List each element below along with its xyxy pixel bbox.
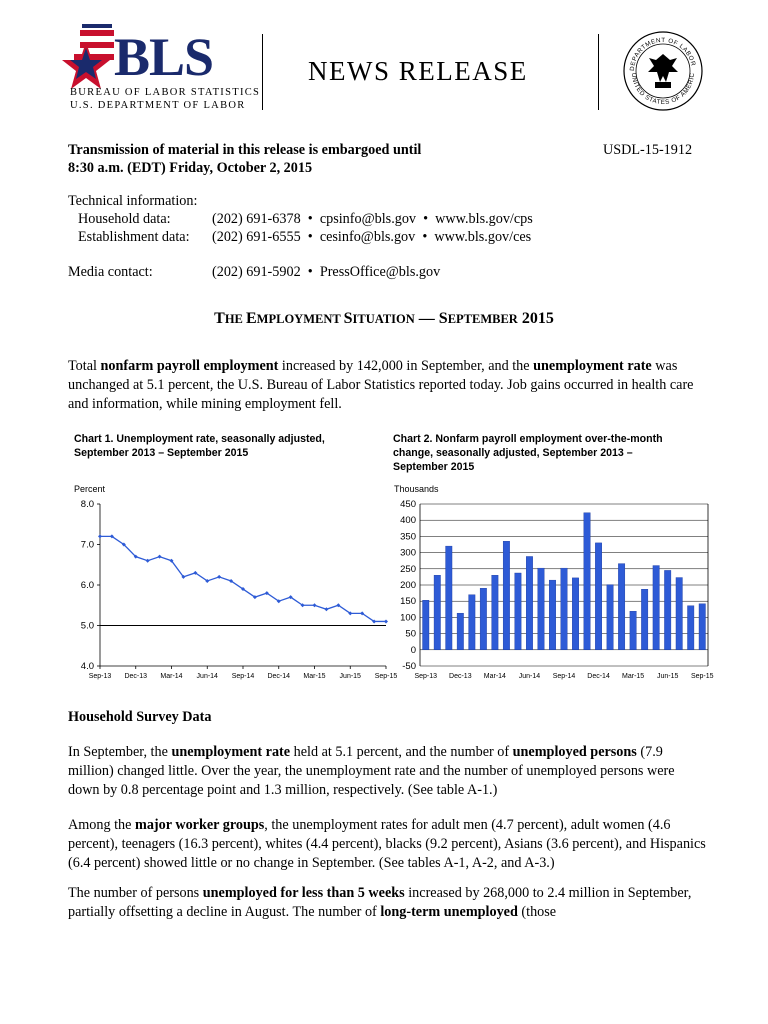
- intro-paragraph: [68, 357, 708, 414]
- chart-2-bar: [492, 575, 498, 650]
- chart-2-xtick-label: Dec-13: [449, 673, 472, 680]
- chart-2-xtick-label: Sep-15: [690, 673, 714, 680]
- chart-1-ytick-label: 7.0: [80, 539, 94, 551]
- chart-1-ytick-label: 5.0: [80, 620, 94, 632]
- headline-e: E: [246, 310, 257, 327]
- page-title: NEWS RELEASE: [308, 56, 528, 86]
- chart-1-ytick-label: 4.0: [80, 661, 94, 672]
- headline-mployment: MPLOYMENT: [256, 312, 344, 326]
- hh-p3-bold-b: unemployed for less than 5 weeks: [202, 885, 405, 901]
- hh-p2-text-a: Among the: [68, 817, 135, 833]
- chart-1-xtick-label: Mar-14: [160, 673, 183, 680]
- chart-2-bar: [480, 588, 486, 650]
- household-paragraph-1: [68, 743, 708, 800]
- chart-1-ytick-label: 8.0: [80, 499, 94, 510]
- chart-2-bar: [526, 556, 532, 649]
- dol-seal: [622, 30, 704, 112]
- headline-ituation: ITUATION: [352, 312, 415, 326]
- bls-logo: [52, 22, 261, 117]
- hh-p3-text-c: increased by 268,000 to 2.4 million in September, partially offsetting a decline in August. The number of: [68, 885, 692, 920]
- chart-1-xtick-label: Jun-15: [339, 673, 361, 680]
- headline-he: HE: [224, 312, 246, 326]
- media-contact-value: (202) 691-5902 • PressOffice@bls.gov: [212, 264, 441, 280]
- hh-p1-text-e: (7.9 million) changed little. Over the year, the unemployment rate and the number of unemployed persons were down by 0.8 percentage point and 1.3 million, respectively. (See table A-1.): [68, 744, 675, 798]
- seal-text-bottom: UNITED STATES OF AMERIC: [629, 72, 697, 107]
- chart-2-ytick-label: 300: [400, 547, 416, 559]
- chart-2-ylabel: Thousands: [394, 484, 439, 494]
- chart-2-bar: [423, 600, 429, 650]
- chart-2-ytick-label: 450: [400, 499, 416, 510]
- intro-text-3: was unchanged at 5.1 percent, the U.S. Bureau of Labor Statistics reported today. Job gains occurred in health care and information, while mining employment fell.: [68, 358, 694, 412]
- chart-2-title-line-3: September 2015: [393, 461, 475, 473]
- chart-2-ytick-label: 100: [400, 612, 416, 624]
- headline: [0, 310, 768, 328]
- chart-2-bar: [584, 513, 590, 650]
- hh-p1-bold-d: unemployed persons: [512, 744, 637, 760]
- household-heading: Household Survey Data: [68, 709, 212, 725]
- chart-2-ytick-label: 250: [400, 563, 416, 575]
- household-data-label: Household data:: [78, 211, 171, 227]
- chart-2-bar: [434, 575, 440, 650]
- hh-p2-text-c: , the unemployment rates for adult men (4.7 percent), adult women (4.6 percent), teenagers (16.3 percent), whites (4.4 percent), blacks (9.2 percent), Asians (3.6 percent), and Hispanics (6.4 percent) showed little or no change in September. (See tables A-1, A-2, and A-3.): [68, 817, 706, 871]
- hh-p1-text-a: In September, the: [68, 744, 172, 760]
- chart-1-series-line: [100, 536, 386, 621]
- chart-1-xtick-label: Mar-15: [303, 673, 326, 680]
- chart-1-point: [324, 607, 328, 611]
- chart-2-title-line-2: change, seasonally adjusted, September 2013 –: [393, 447, 633, 459]
- technical-info-label: Technical information:: [68, 193, 198, 209]
- intro-bold-2: unemployment rate: [533, 358, 652, 374]
- hh-p3-text-e: (those: [517, 904, 557, 920]
- release-id: USDL-15-1912: [603, 142, 693, 158]
- chart-2-bar: [676, 578, 682, 650]
- chart-2-bar: [607, 585, 613, 650]
- chart-2-bar: [446, 546, 452, 650]
- chart-1-xtick-label: Sep-14: [231, 673, 255, 680]
- chart-2-bar: [549, 580, 555, 650]
- chart-2-ytick-label: 150: [400, 596, 416, 608]
- chart-2-xtick-label: Dec-14: [587, 673, 610, 680]
- chart-1-point: [146, 559, 150, 563]
- chart-2-xtick-label: Sep-13: [414, 673, 438, 680]
- chart-2-bar: [469, 595, 475, 650]
- chart-1-title-line-1: Chart 1. Unemployment rate, seasonally adjusted,: [74, 433, 325, 445]
- chart-2-bar: [595, 543, 601, 650]
- chart-2-ytick-label: 400: [400, 515, 416, 527]
- chart-2-title-line-1: Chart 2. Nonfarm payroll employment over-the-month: [393, 433, 663, 445]
- chart-2-xtick-label: Jun-15: [656, 673, 679, 680]
- headline-s2: S: [438, 310, 448, 327]
- headline-dash: —: [414, 310, 439, 327]
- household-data-contact: (202) 691-6378 • cpsinfo@bls.gov • www.bls.gov/cps: [212, 211, 533, 227]
- chart-2-bar: [538, 568, 544, 650]
- chart-1-point: [313, 603, 317, 607]
- hh-p2-bold-b: major worker groups: [135, 817, 265, 833]
- chart-2-ytick-label: -50: [402, 661, 416, 672]
- chart-2-bar: [572, 578, 578, 650]
- chart-2-ytick-label: 350: [400, 531, 416, 543]
- embargo-line-2: 8:30 a.m. (EDT) Friday, October 2, 2015: [68, 160, 313, 176]
- headline-year: 2015: [517, 310, 554, 327]
- header-divider-left: [262, 34, 263, 110]
- intro-text-1: Total: [68, 358, 101, 374]
- chart-1-ytick-label: 6.0: [80, 580, 94, 591]
- chart-2-xtick-label: Jun-14: [518, 673, 541, 680]
- chart-2-bar: [618, 564, 624, 650]
- hh-p1-bold-b: unemployment rate: [171, 744, 291, 760]
- chart-1-point: [217, 575, 221, 579]
- chart-2-ytick-label: 50: [405, 628, 416, 640]
- seal-text-top: DEPARTMENT OF LABOR: [628, 36, 697, 72]
- header-divider-right: [598, 34, 599, 110]
- chart-1-xtick-label: Dec-14: [267, 673, 291, 680]
- chart-1-xtick-label: Sep-13: [88, 673, 112, 680]
- chart-1-ylabel: Percent: [74, 484, 106, 494]
- chart-2-bar: [561, 568, 567, 650]
- chart-2-bar: [641, 589, 647, 650]
- chart-2-plot: [388, 480, 722, 690]
- chart-2-xtick-label: Sep-14: [552, 673, 576, 680]
- chart-2-bar: [687, 606, 693, 650]
- intro-bold-1: nonfarm payroll employment: [100, 358, 279, 374]
- chart-1-title-line-2: September 2013 – September 2015: [74, 447, 249, 459]
- chart-1-point: [158, 555, 162, 559]
- chart-2-bar: [699, 604, 705, 650]
- chart-2-bar: [503, 541, 509, 650]
- hh-p3-text-a: The number of persons: [68, 885, 203, 901]
- hh-p1-text-c: held at 5.1 percent, and the number of: [290, 744, 513, 760]
- chart-2-bar: [630, 611, 636, 650]
- chart-1-plot: [64, 480, 398, 690]
- establishment-data-label: Establishment data:: [78, 229, 190, 245]
- household-paragraph-3: [68, 884, 708, 922]
- headline-eptember: EPTEMBER: [447, 312, 518, 326]
- chart-2-xtick-label: Mar-15: [622, 673, 645, 680]
- chart-2-bar: [653, 566, 659, 650]
- chart-2: [393, 432, 723, 482]
- chart-2-bar: [457, 613, 463, 650]
- hh-p3-bold-d: long-term unemployed: [380, 904, 518, 920]
- agency-line-1: BUREAU OF LABOR STATISTICS: [70, 87, 261, 98]
- embargo-line-1: Transmission of material in this release is embargoed until: [68, 142, 422, 158]
- chart-2-ytick-label: 0: [410, 644, 416, 656]
- chart-1-xtick-label: Sep-15: [374, 673, 398, 680]
- media-contact-label: Media contact:: [68, 264, 153, 280]
- headline-t: T: [214, 310, 225, 327]
- bls-wordmark: BLS: [114, 27, 214, 87]
- chart-1-xtick-label: Dec-13: [124, 673, 148, 680]
- chart-1-point: [98, 534, 102, 538]
- chart-2-bar: [515, 573, 521, 650]
- dol-seal-icon: [622, 30, 704, 112]
- chart-2-bar: [664, 570, 670, 649]
- chart-2-ytick-label: 200: [400, 580, 416, 591]
- chart-2-xtick-label: Mar-14: [483, 673, 506, 680]
- chart-1-xtick-label: Jun-14: [196, 673, 218, 680]
- household-paragraph-2: [68, 816, 708, 873]
- agency-line-2: U.S. DEPARTMENT OF LABOR: [70, 100, 246, 111]
- establishment-data-contact: (202) 691-6555 • cesinfo@bls.gov • www.bls.gov/ces: [212, 229, 532, 245]
- intro-text-2: increased by 142,000 in September, and the: [278, 358, 534, 374]
- headline-s: S: [343, 310, 353, 327]
